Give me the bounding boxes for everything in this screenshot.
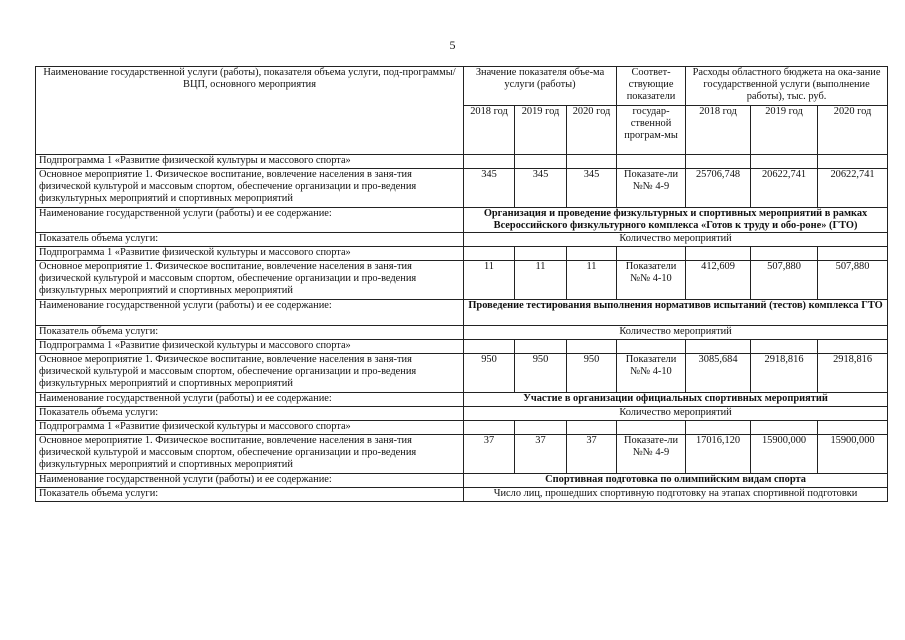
header-year: 2018 год [464, 106, 515, 155]
volume-label: Показатель объема услуги: [36, 326, 464, 340]
table-row [36, 421, 888, 435]
indicator-cell: Показате-ли №№ 4-9 [617, 435, 686, 474]
volume-label: Показатель объема услуги: [36, 407, 464, 421]
service-label: Наименование государственной услуги (работы) и ее содержание: [36, 474, 464, 488]
budget-table [35, 66, 888, 502]
header-budget-group: Расходы областного бюджета на ока-зание государственной услуги (выполнение работы), тыс. руб. [686, 67, 888, 106]
service-label: Наименование государственной услуги (работы) и ее содержание: [36, 300, 464, 326]
budget-cell: 2918,816 [751, 354, 818, 393]
volume-value: Количество мероприятий [464, 326, 888, 340]
value-cell: 950 [464, 354, 515, 393]
volume-value: Количество мероприятий [464, 233, 888, 247]
header-budget-year: 2019 год [751, 106, 818, 155]
subprogram-cell: Подпрограмма 1 «Развитие физической культуры и массового спорта» [36, 421, 464, 435]
table-row [36, 261, 888, 300]
value-cell: 37 [567, 435, 617, 474]
activity-cell: Основное мероприятие 1. Физическое воспитание, вовлечение населения в заня-тия физической культурой и массовым спортом, обеспечение организации и про-ведения физкультурных мероприятий и спортивных мероприятий [36, 261, 464, 300]
value-cell: 37 [464, 435, 515, 474]
indicator-cell: Показатели №№ 4-10 [617, 354, 686, 393]
table-row [36, 247, 888, 261]
subprogram-cell: Подпрограмма 1 «Развитие физической культуры и массового спорта» [36, 340, 464, 354]
value-cell: 11 [567, 261, 617, 300]
budget-cell: 25706,748 [686, 169, 751, 208]
header-name-cell: Наименование государственной услуги (работы), показателя объема услуги, под-программы/ВЦП, основного мероприятия [36, 67, 464, 155]
header-match-sub: государ-ственной програм-мы [617, 106, 686, 155]
value-cell: 345 [567, 169, 617, 208]
value-cell: 950 [515, 354, 567, 393]
value-cell: 11 [464, 261, 515, 300]
table-header [36, 67, 888, 155]
budget-cell: 15900,000 [818, 435, 888, 474]
budget-cell: 2918,816 [818, 354, 888, 393]
table-section-2 [36, 247, 888, 340]
subprogram-cell: Подпрограмма 1 «Развитие физической культуры и массового спорта» [36, 247, 464, 261]
budget-cell: 412,609 [686, 261, 751, 300]
table-row [36, 488, 888, 502]
page-number: 5 [449, 38, 456, 52]
service-title: Участие в организации официальных спортивных мероприятий [464, 393, 888, 407]
header-budget-year: 2020 год [818, 106, 888, 155]
budget-cell: 507,880 [751, 261, 818, 300]
value-cell: 11 [515, 261, 567, 300]
volume-value: Число лиц, прошедших спортивную подготовку на этапах спортивной подготовки [464, 488, 888, 502]
indicator-cell: Показатели №№ 4-10 [617, 261, 686, 300]
service-label: Наименование государственной услуги (работы) и ее содержание: [36, 393, 464, 407]
table-row [36, 326, 888, 340]
budget-cell: 3085,684 [686, 354, 751, 393]
table-row [36, 435, 888, 474]
activity-cell: Основное мероприятие 1. Физическое воспитание, вовлечение населения в заня-тия физической культурой и массовым спортом, обеспечение организации и про-ведения физкультурных мероприятий и спортивных мероприятий [36, 354, 464, 393]
table-row [36, 155, 888, 169]
table-row [36, 233, 888, 247]
table-section-4 [36, 421, 888, 502]
table-row [36, 407, 888, 421]
activity-cell: Основное мероприятие 1. Физическое воспитание, вовлечение населения в заня-тия физической культурой и массовым спортом, обеспечение организации и про-ведения физкультурных мероприятий и спортивных мероприятий [36, 435, 464, 474]
volume-label: Показатель объема услуги: [36, 488, 464, 502]
service-label: Наименование государственной услуги (работы) и ее содержание: [36, 208, 464, 233]
value-cell: 345 [464, 169, 515, 208]
table-row [36, 474, 888, 488]
budget-cell: 20622,741 [751, 169, 818, 208]
header-year: 2020 год [567, 106, 617, 155]
service-title: Организация и проведение физкультурных и спортивных мероприятий в рамках Всероссийского физкультурного комплекса «Готов к труду и обо-роне» (ГТО) [464, 208, 888, 233]
table-row [36, 393, 888, 407]
table-row [36, 340, 888, 354]
table-row [36, 354, 888, 393]
table-section-1 [36, 155, 888, 247]
table-row [36, 300, 888, 326]
value-cell: 345 [515, 169, 567, 208]
indicator-cell: Показате-ли №№ 4-9 [617, 169, 686, 208]
service-title: Проведение тестирования выполнения нормативов испытаний (тестов) комплекса ГТО [464, 300, 888, 326]
header-match-col: Соответ-ствующие показатели [617, 67, 686, 106]
budget-cell: 507,880 [818, 261, 888, 300]
header-budget-year: 2018 год [686, 106, 751, 155]
budget-cell: 17016,120 [686, 435, 751, 474]
subprogram-cell: Подпрограмма 1 «Развитие физической культуры и массового спорта» [36, 155, 464, 169]
budget-cell: 15900,000 [751, 435, 818, 474]
volume-value: Количество мероприятий [464, 407, 888, 421]
budget-cell: 20622,741 [818, 169, 888, 208]
table-row [36, 208, 888, 233]
value-cell: 950 [567, 354, 617, 393]
value-cell: 37 [515, 435, 567, 474]
volume-label: Показатель объема услуги: [36, 233, 464, 247]
activity-cell: Основное мероприятие 1. Физическое воспитание, вовлечение населения в заня-тия физической культурой и массовым спортом, обеспечение организации и про-ведения физкультурных мероприятий и спортивных мероприятий [36, 169, 464, 208]
header-year: 2019 год [515, 106, 567, 155]
service-title: Спортивная подготовка по олимпийским видам спорта [464, 474, 888, 488]
table-section-3 [36, 340, 888, 421]
header-indicator-group: Значение показателя объе-ма услуги (работы) [464, 67, 617, 106]
table-row [36, 169, 888, 208]
